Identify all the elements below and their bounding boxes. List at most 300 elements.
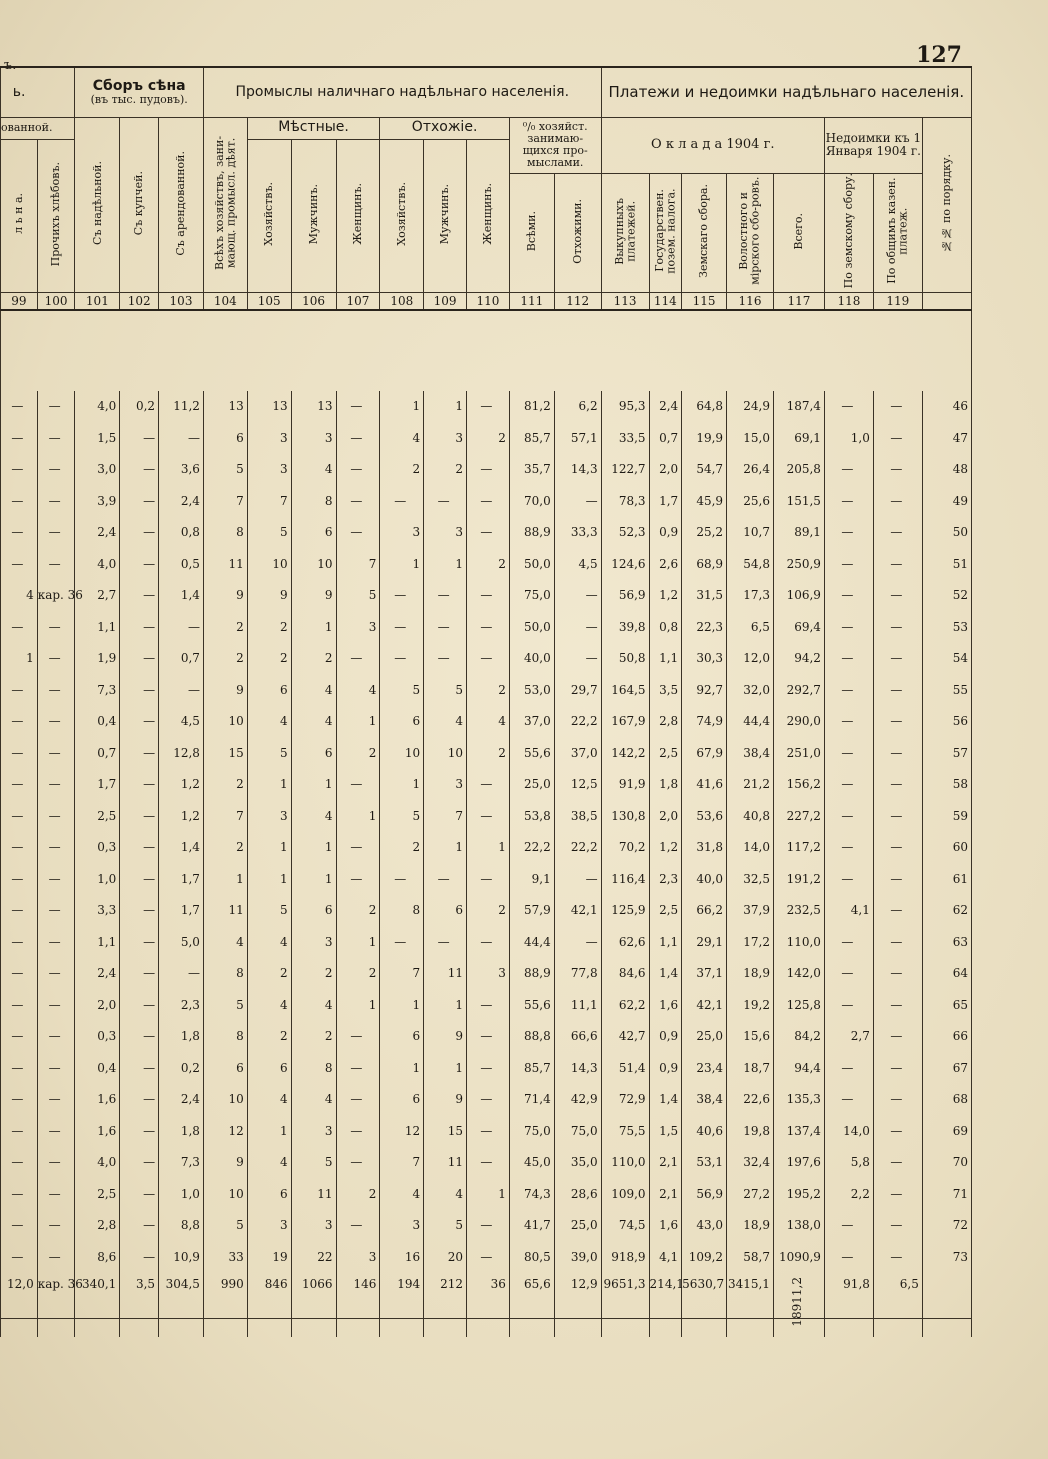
table-cell: 124,6 xyxy=(601,548,649,580)
total-cell xyxy=(922,1273,971,1337)
table-cell: — xyxy=(554,485,601,517)
table-cell: — xyxy=(1,1241,38,1273)
table-cell: 4,0 xyxy=(75,391,120,423)
column-number: 111 xyxy=(509,292,554,310)
table-cell: 3 xyxy=(247,454,291,486)
table-cell: 10 xyxy=(203,706,247,738)
table-cell: кар. 36 xyxy=(37,580,75,612)
table-cell: 4 xyxy=(380,1178,424,1210)
table-cell: 142,0 xyxy=(773,958,824,990)
table-cell: 3 xyxy=(424,769,467,801)
table-cell: 1 xyxy=(247,863,291,895)
table-cell: 72 xyxy=(922,1210,971,1242)
table-cell: 9 xyxy=(424,1021,467,1053)
table-cell: 10,9 xyxy=(159,1241,204,1273)
table-cell: — xyxy=(873,706,922,738)
table-cell: — xyxy=(120,926,159,958)
table-cell: 5 xyxy=(380,674,424,706)
table-cell: 4 xyxy=(247,1084,291,1116)
local-women-header: Женщинъ. xyxy=(336,139,380,292)
table-cell: 20 xyxy=(424,1241,467,1273)
table-cell: 75,0 xyxy=(509,1115,554,1147)
table-cell: 2 xyxy=(467,422,510,454)
crafts-header: Промыслы наличнаго надѣльнаго населенія. xyxy=(203,67,601,117)
table-cell: — xyxy=(37,769,75,801)
table-body xyxy=(1,310,972,1337)
table-cell: 1,1 xyxy=(649,643,682,675)
table-row xyxy=(1,863,972,895)
table-cell: 0,7 xyxy=(159,643,204,675)
table-cell: 0,3 xyxy=(75,832,120,864)
total-cell: 1066 xyxy=(291,1273,336,1337)
table-cell: 65 xyxy=(922,989,971,1021)
table-cell: 2,5 xyxy=(649,895,682,927)
table-cell: — xyxy=(159,611,204,643)
table-cell: — xyxy=(1,769,38,801)
table-cell: 1 xyxy=(291,611,336,643)
table-cell: — xyxy=(873,391,922,423)
table-cell: — xyxy=(467,1052,510,1084)
table-cell: 4 xyxy=(291,989,336,1021)
table-cell: — xyxy=(424,485,467,517)
table-cell: 9 xyxy=(203,580,247,612)
table-cell: 19,2 xyxy=(727,989,774,1021)
table-cell: 56,9 xyxy=(682,1178,727,1210)
total-cell: 146 xyxy=(336,1273,380,1337)
table-cell: 1 xyxy=(247,1115,291,1147)
hay-harvest-header xyxy=(75,67,204,117)
left-cut-col-header: л ь н а. xyxy=(1,139,38,292)
table-cell: — xyxy=(159,674,204,706)
column-number: 99 xyxy=(1,292,38,310)
table-cell: — xyxy=(336,863,380,895)
table-cell: 6 xyxy=(291,517,336,549)
table-cell: — xyxy=(1,706,38,738)
zemstvo-levy-header: Земскаго сбора. xyxy=(682,173,727,292)
table-cell: — xyxy=(467,926,510,958)
column-number: 117 xyxy=(773,292,824,310)
table-cell: — xyxy=(1,422,38,454)
total-cell: 9651,3 xyxy=(601,1273,649,1337)
table-cell: 10 xyxy=(424,737,467,769)
table-cell: 22,2 xyxy=(509,832,554,864)
table-cell: — xyxy=(824,1210,873,1242)
table-cell: 11,1 xyxy=(554,989,601,1021)
table-cell: 33,3 xyxy=(554,517,601,549)
table-cell: 71,4 xyxy=(509,1084,554,1116)
table-cell: 12,0 xyxy=(727,643,774,675)
column-number: 107 xyxy=(336,292,380,310)
table-cell: 1 xyxy=(336,926,380,958)
table-cell: — xyxy=(824,1241,873,1273)
table-cell: 2,2 xyxy=(824,1178,873,1210)
table-cell: — xyxy=(824,958,873,990)
table-cell: 84,6 xyxy=(601,958,649,990)
table-cell: — xyxy=(1,1210,38,1242)
table-cell: 1 xyxy=(336,800,380,832)
table-cell: 10 xyxy=(247,548,291,580)
table-cell: 31,8 xyxy=(682,832,727,864)
table-cell: 2 xyxy=(291,958,336,990)
table-cell: 2,4 xyxy=(159,485,204,517)
table-cell: 10 xyxy=(291,548,336,580)
table-cell: — xyxy=(873,769,922,801)
table-cell: 7,3 xyxy=(75,674,120,706)
table-cell: — xyxy=(120,611,159,643)
table-cell: 2,8 xyxy=(75,1210,120,1242)
table-cell: 4 xyxy=(380,422,424,454)
table-cell: 2 xyxy=(203,832,247,864)
table-cell: 28,6 xyxy=(554,1178,601,1210)
table-cell: 290,0 xyxy=(773,706,824,738)
table-cell: 55,6 xyxy=(509,989,554,1021)
table-cell: — xyxy=(120,769,159,801)
column-number: 101 xyxy=(75,292,120,310)
table-cell: 0,7 xyxy=(75,737,120,769)
table-cell: 2,0 xyxy=(649,800,682,832)
table-cell: 5 xyxy=(203,1210,247,1242)
table-cell: — xyxy=(336,1115,380,1147)
table-cell: 1 xyxy=(291,832,336,864)
table-cell: 95,3 xyxy=(601,391,649,423)
table-cell: 37,0 xyxy=(509,706,554,738)
table-cell: 5 xyxy=(380,800,424,832)
table-cell: — xyxy=(824,926,873,958)
table-cell: — xyxy=(1,863,38,895)
total-cell: 12,0 xyxy=(1,1273,38,1337)
table-cell: 75,0 xyxy=(509,580,554,612)
local-crafts-header: Мѣстные. xyxy=(247,117,380,139)
table-cell: 53,6 xyxy=(682,800,727,832)
table-cell: 4,5 xyxy=(159,706,204,738)
table-cell: — xyxy=(37,863,75,895)
table-cell: — xyxy=(37,1084,75,1116)
table-cell: 14,3 xyxy=(554,1052,601,1084)
table-row xyxy=(1,895,972,927)
table-cell: 1 xyxy=(380,1052,424,1084)
table-cell: 1,1 xyxy=(75,926,120,958)
table-cell: — xyxy=(1,895,38,927)
table-cell: 2,7 xyxy=(75,580,120,612)
oklad-1904-header: О к л а д а 1904 г. xyxy=(601,117,824,173)
table-cell: 2 xyxy=(380,832,424,864)
table-cell: 21,2 xyxy=(727,769,774,801)
table-cell: 3,9 xyxy=(75,485,120,517)
table-cell: 69,1 xyxy=(773,422,824,454)
table-cell: 25,6 xyxy=(727,485,774,517)
table-cell: 40,0 xyxy=(682,863,727,895)
table-cell: — xyxy=(336,422,380,454)
table-row xyxy=(1,706,972,738)
column-number: 103 xyxy=(159,292,204,310)
column-number: 109 xyxy=(424,292,467,310)
table-cell: 1 xyxy=(467,832,510,864)
table-cell: 1,9 xyxy=(75,643,120,675)
table-cell: 2,4 xyxy=(75,958,120,990)
page-number: 127 xyxy=(916,42,962,68)
table-cell: 151,5 xyxy=(773,485,824,517)
column-number: 112 xyxy=(554,292,601,310)
table-cell: 2 xyxy=(336,1178,380,1210)
table-cell: 1 xyxy=(424,1052,467,1084)
table-cell: — xyxy=(1,548,38,580)
table-cell: 52,3 xyxy=(601,517,649,549)
table-cell: 1 xyxy=(336,706,380,738)
table-cell: — xyxy=(873,674,922,706)
table-cell: 4,0 xyxy=(75,548,120,580)
table-cell: 50,8 xyxy=(601,643,649,675)
crafts-percent-header: ⁰/₀ хозяйст. занимаю-щихся про-мыслами. xyxy=(509,117,601,173)
table-cell: 22,2 xyxy=(554,832,601,864)
table-cell: 5 xyxy=(424,674,467,706)
table-cell: 0,2 xyxy=(159,1052,204,1084)
table-cell: 7 xyxy=(424,800,467,832)
table-cell: 27,2 xyxy=(727,1178,774,1210)
table-cell: 14,0 xyxy=(727,832,774,864)
table-cell: — xyxy=(467,391,510,423)
table-cell: 2 xyxy=(247,611,291,643)
table-cell: 18,9 xyxy=(727,958,774,990)
table-cell: — xyxy=(873,1021,922,1053)
table-cell: 39,0 xyxy=(554,1241,601,1273)
table-cell: 55 xyxy=(922,674,971,706)
table-cell: 12 xyxy=(380,1115,424,1147)
table-cell: 167,9 xyxy=(601,706,649,738)
table-cell: — xyxy=(120,643,159,675)
table-cell: — xyxy=(120,674,159,706)
table-cell: — xyxy=(120,800,159,832)
table-cell: 2,3 xyxy=(649,863,682,895)
pct-all-header: Всѣми. xyxy=(509,173,554,292)
table-cell: 1,6 xyxy=(649,1210,682,1242)
table-cell: 0,9 xyxy=(649,1021,682,1053)
table-cell: 6 xyxy=(203,422,247,454)
arrears-zemstvo-header: По земскому сбору. xyxy=(824,173,873,292)
table-cell: 66,6 xyxy=(554,1021,601,1053)
table-cell: 9,1 xyxy=(509,863,554,895)
table-cell: 0,7 xyxy=(649,422,682,454)
table-cell: 15 xyxy=(203,737,247,769)
table-cell: 70,2 xyxy=(601,832,649,864)
table-cell: 1,8 xyxy=(159,1115,204,1147)
table-cell: 4 xyxy=(291,800,336,832)
table-cell: — xyxy=(1,1052,38,1084)
table-cell: 3,5 xyxy=(649,674,682,706)
table-cell: — xyxy=(37,989,75,1021)
table-cell: 1,8 xyxy=(159,1021,204,1053)
table-cell: 50 xyxy=(922,517,971,549)
table-cell: — xyxy=(824,800,873,832)
table-cell: 8 xyxy=(380,895,424,927)
table-cell: 22 xyxy=(291,1241,336,1273)
table-cell: 1 xyxy=(380,391,424,423)
table-cell: 1,2 xyxy=(159,800,204,832)
table-cell: — xyxy=(380,611,424,643)
table-row xyxy=(1,1147,972,1179)
table-cell: 2,0 xyxy=(75,989,120,1021)
table-cell: 1,5 xyxy=(649,1115,682,1147)
table-cell: — xyxy=(873,958,922,990)
table-cell: 55,6 xyxy=(509,737,554,769)
table-cell: 3,0 xyxy=(75,454,120,486)
table-cell: 43,0 xyxy=(682,1210,727,1242)
table-cell: 1,4 xyxy=(649,958,682,990)
table-cell: 1,4 xyxy=(159,580,204,612)
table-cell: 0,9 xyxy=(649,1052,682,1084)
table-row xyxy=(1,580,972,612)
table-cell: 3 xyxy=(291,1115,336,1147)
table-row xyxy=(1,832,972,864)
table-cell: 11 xyxy=(424,958,467,990)
table-cell: 56,9 xyxy=(601,580,649,612)
table-cell: — xyxy=(1,674,38,706)
table-cell: — xyxy=(1,1178,38,1210)
table-cell: 13 xyxy=(247,391,291,423)
table-cell: 195,2 xyxy=(773,1178,824,1210)
table-cell: — xyxy=(37,485,75,517)
table-cell: 11 xyxy=(203,548,247,580)
column-number: 102 xyxy=(120,292,159,310)
table-cell: 117,2 xyxy=(773,832,824,864)
table-cell: 1,8 xyxy=(649,769,682,801)
table-row xyxy=(1,1021,972,1053)
table-cell: 4 xyxy=(247,926,291,958)
table-cell: 1 xyxy=(291,863,336,895)
table-cell: 15,0 xyxy=(727,422,774,454)
table-cell: 2,5 xyxy=(75,1178,120,1210)
table-cell: — xyxy=(120,454,159,486)
table-cell: 1 xyxy=(380,989,424,1021)
table-cell: — xyxy=(824,485,873,517)
table-cell: 3 xyxy=(336,1241,380,1273)
table-cell: — xyxy=(824,674,873,706)
table-cell: 58 xyxy=(922,769,971,801)
table-cell: 18,9 xyxy=(727,1210,774,1242)
table-cell: 1,1 xyxy=(75,611,120,643)
table-cell: — xyxy=(37,1052,75,1084)
table-cell: — xyxy=(336,485,380,517)
migrant-crafts-header: Отхожіе. xyxy=(380,117,510,139)
table-cell: 69 xyxy=(922,1115,971,1147)
table-cell: — xyxy=(873,611,922,643)
table-cell: 205,8 xyxy=(773,454,824,486)
table-cell: 2,0 xyxy=(649,454,682,486)
column-number: 118 xyxy=(824,292,873,310)
table-cell: 4 xyxy=(467,706,510,738)
table-cell: — xyxy=(1,1084,38,1116)
table-cell: 32,5 xyxy=(727,863,774,895)
table-row xyxy=(1,454,972,486)
table-row xyxy=(1,1210,972,1242)
table-cell: — xyxy=(120,1052,159,1084)
table-cell: 37,9 xyxy=(727,895,774,927)
arrears-state-header: По общимъ казен. платеж. xyxy=(873,173,922,292)
table-cell: 78,3 xyxy=(601,485,649,517)
table-cell: 1 xyxy=(467,1178,510,1210)
table-cell: 57,1 xyxy=(554,422,601,454)
table-cell: 72,9 xyxy=(601,1084,649,1116)
column-number-row xyxy=(1,292,972,310)
table-cell: 85,7 xyxy=(509,422,554,454)
table-cell: — xyxy=(824,1084,873,1116)
table-cell: 250,9 xyxy=(773,548,824,580)
table-cell: 3 xyxy=(247,1210,291,1242)
table-cell: 66 xyxy=(922,1021,971,1053)
table-cell: 59 xyxy=(922,800,971,832)
table-cell: 53,1 xyxy=(682,1147,727,1179)
table-cell: — xyxy=(37,517,75,549)
table-cell: — xyxy=(120,580,159,612)
table-cell: 4,0 xyxy=(75,1147,120,1179)
migrant-women-header: Женщинъ. xyxy=(467,139,510,292)
state-land-tax-header: Государствен. позем. налога. xyxy=(649,173,682,292)
table-cell: 45,0 xyxy=(509,1147,554,1179)
total-cell: 212 xyxy=(424,1273,467,1337)
table-cell: 1 xyxy=(1,643,38,675)
table-cell: 6 xyxy=(247,674,291,706)
table-cell: 110,0 xyxy=(773,926,824,958)
table-cell: 1,2 xyxy=(159,769,204,801)
table-cell: 5 xyxy=(336,580,380,612)
table-cell: 60 xyxy=(922,832,971,864)
table-cell: 2 xyxy=(467,895,510,927)
table-cell: 29,1 xyxy=(682,926,727,958)
table-cell: 40,8 xyxy=(727,800,774,832)
table-cell: — xyxy=(380,580,424,612)
table-cell: 5,0 xyxy=(159,926,204,958)
table-cell: — xyxy=(1,737,38,769)
table-row xyxy=(1,989,972,1021)
table-cell: 1 xyxy=(291,769,336,801)
table-cell: — xyxy=(380,485,424,517)
table-cell: 53 xyxy=(922,611,971,643)
table-row xyxy=(1,1084,972,1116)
table-cell: — xyxy=(467,863,510,895)
table-cell: 42,1 xyxy=(554,895,601,927)
table-cell: 2 xyxy=(203,769,247,801)
table-cell: 6 xyxy=(380,1084,424,1116)
table-cell: 92,7 xyxy=(682,674,727,706)
table-cell: — xyxy=(873,548,922,580)
table-row xyxy=(1,517,972,549)
table-cell: 38,4 xyxy=(727,737,774,769)
table-cell: 74,3 xyxy=(509,1178,554,1210)
table-cell: — xyxy=(873,643,922,675)
table-cell: — xyxy=(120,422,159,454)
table-cell: 11 xyxy=(291,1178,336,1210)
table-cell: — xyxy=(824,611,873,643)
volost-levy-header: Волостного и мірского сбо-ровъ. xyxy=(727,173,774,292)
table-cell: 110,0 xyxy=(601,1147,649,1179)
table-cell: 4 xyxy=(424,706,467,738)
table-cell: — xyxy=(1,517,38,549)
table-cell: 7 xyxy=(203,485,247,517)
table-cell: — xyxy=(120,863,159,895)
table-cell: 4,1 xyxy=(649,1241,682,1273)
table-cell: 5 xyxy=(291,1147,336,1179)
table-cell: 3 xyxy=(424,517,467,549)
table-cell: — xyxy=(424,643,467,675)
table-cell: — xyxy=(120,832,159,864)
table-cell: — xyxy=(1,989,38,1021)
table-cell: 42,7 xyxy=(601,1021,649,1053)
table-cell: 0,4 xyxy=(75,706,120,738)
table-cell: — xyxy=(467,1084,510,1116)
table-cell: 1,2 xyxy=(649,832,682,864)
table-cell: 39,8 xyxy=(601,611,649,643)
table-cell: 6 xyxy=(291,737,336,769)
table-cell: — xyxy=(873,737,922,769)
